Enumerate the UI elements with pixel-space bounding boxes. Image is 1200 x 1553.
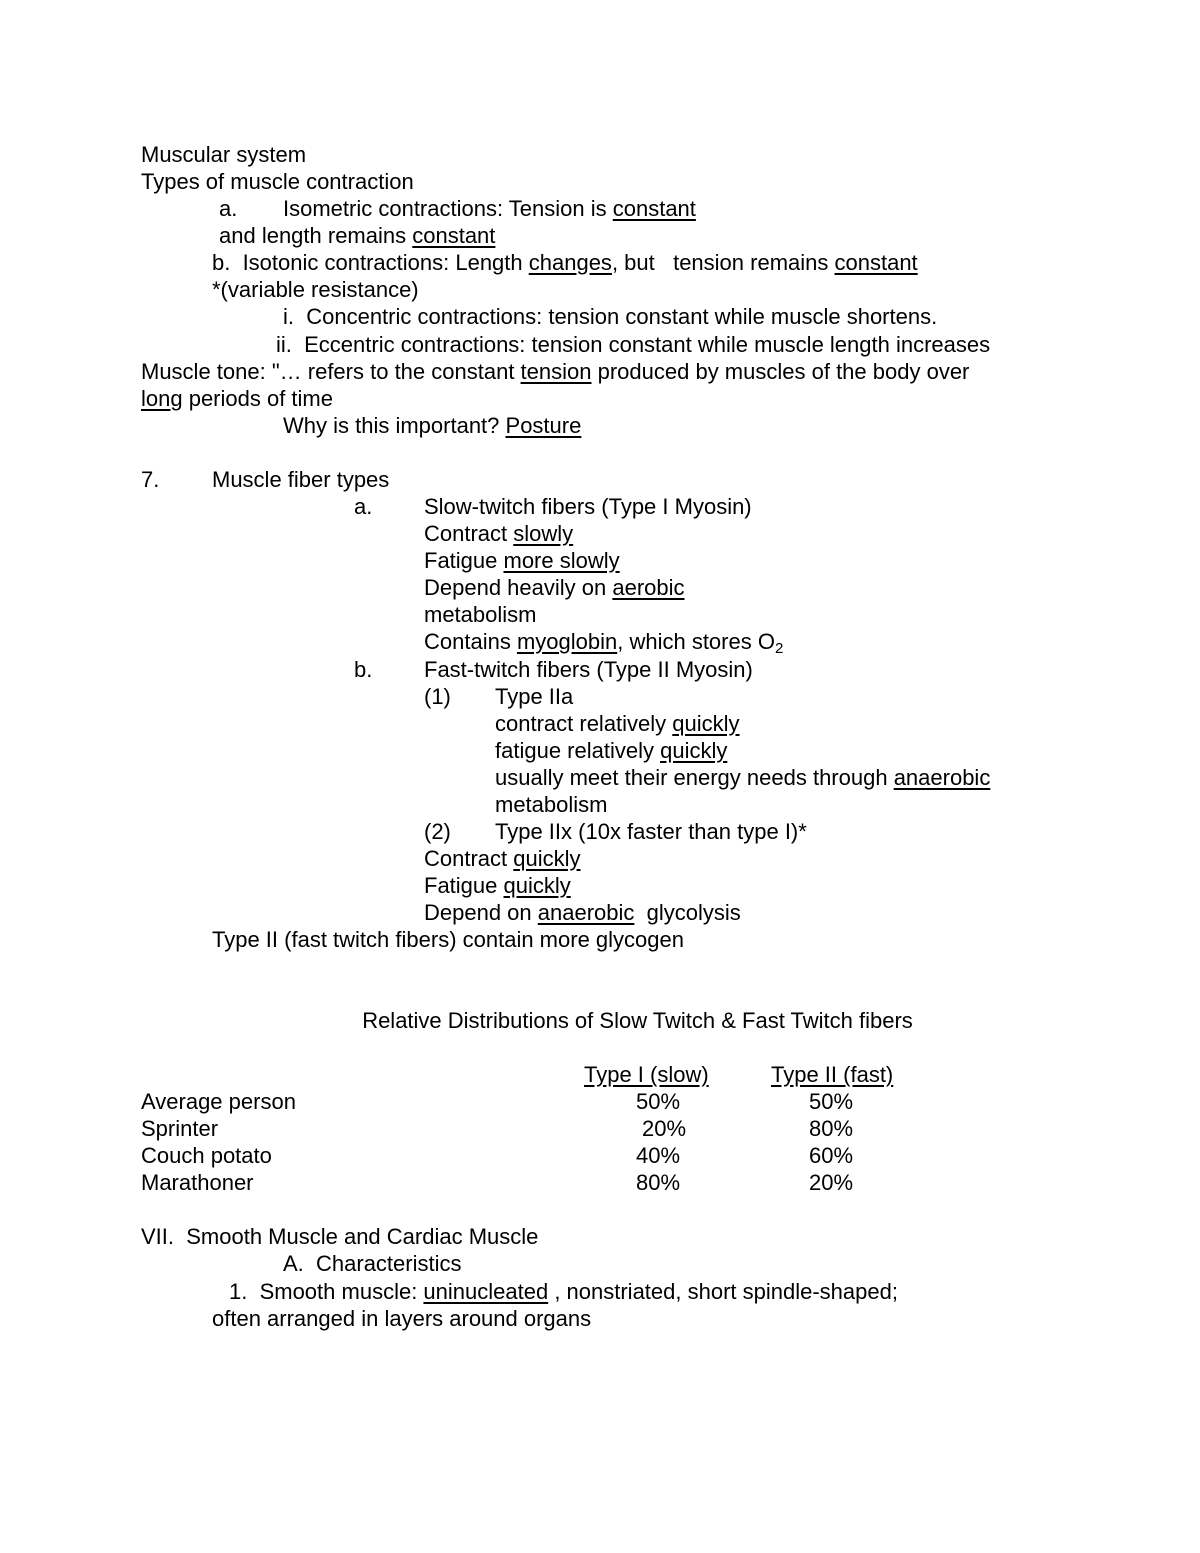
variable-resistance: *(variable resistance) [212,277,419,302]
fiber-heading: Muscle fiber types [212,467,390,492]
isometric-line: Isometric contractions: Tension is constant [283,196,696,221]
cell-slow: 80% [636,1170,681,1195]
underlined-term: long [141,386,183,411]
slow-depend: Depend heavily on aerobic [424,575,685,600]
underlined-term: uninucleated [423,1279,549,1304]
cell-fast: 60% [809,1143,854,1168]
row-label: Average person [141,1089,296,1114]
underlined-term: quickly [660,738,728,763]
fast-twitch-heading: Fast-twitch fibers (Type II Myosin) [424,657,753,682]
type-2x-marker: (2) [424,819,451,844]
underlined-term: constant [612,196,696,221]
cell-slow: 20% [642,1116,687,1141]
type-2x-depend: Depend on anaerobic glycolysis [424,900,741,925]
underlined-term: myoglobin [516,629,618,654]
underlined-term: more slowly [503,548,620,573]
underlined-term: tension [520,359,592,384]
type-2a-marker: (1) [424,684,451,709]
underlined-term: changes [528,250,612,275]
slow-twitch-marker: a. [354,494,373,519]
row-label: Couch potato [141,1143,272,1168]
type-2a-contract: contract relatively quickly [495,711,740,736]
isometric-marker: a. [219,196,238,221]
type-2a-heading: Type IIa [495,684,574,709]
cell-slow: 50% [636,1089,681,1114]
cell-fast: 50% [809,1089,854,1114]
underlined-term: quickly [672,711,740,736]
cell-fast: 80% [809,1116,854,1141]
row-label: Marathoner [141,1170,254,1195]
column-header-fast: Type II (fast) [771,1062,894,1087]
slow-twitch-heading: Slow-twitch fibers (Type I Myosin) [424,494,752,519]
type-2a-fatigue: fatigue relatively quickly [495,738,728,763]
contraction-heading: Types of muscle contraction [141,169,414,194]
muscle-tone-line: Muscle tone: "… refers to the constant tension produced by muscles of the body over [141,359,970,384]
row-label: Sprinter [141,1116,219,1141]
fast-twitch-marker: b. [354,657,373,682]
characteristics-heading: A. Characteristics [283,1251,462,1276]
underlined-term: anaerobic [893,765,991,790]
cell-slow: 40% [636,1143,681,1168]
slow-fatigue: Fatigue more slowly [424,548,620,573]
type-2x-contract: Contract quickly [424,846,581,871]
underlined-term: aerobic [612,575,685,600]
slow-contract: Contract slowly [424,521,574,546]
type-2x-heading: Type IIx (10x faster than type I)* [495,819,807,844]
isotonic-line: b. Isotonic contractions: Length changes, but tension remains constant [212,250,918,275]
table-title: Relative Distributions of Slow Twitch & Fast Twitch fibers [362,1008,913,1033]
smooth-muscle-line-2: often arranged in layers around organs [212,1306,592,1331]
cell-fast: 20% [809,1170,854,1195]
column-header-slow: Type I (slow) [584,1062,709,1087]
eccentric-line: ii. Eccentric contractions: tension constant while muscle length increases [276,332,991,357]
type-2x-fatigue: Fatigue quickly [424,873,571,898]
isometric-line-2: and length remains constant [219,223,496,248]
fiber-number: 7. [141,467,160,492]
underlined-term: quickly [513,846,581,871]
slow-myoglobin: Contains myoglobin, which stores $O_2$ [424,629,784,657]
document-title: Muscular system [141,142,307,167]
type-2a-metabolism: metabolism [495,792,608,817]
smooth-muscle-line: 1. Smooth muscle: uninucleated , nonstriated, short spindle-shaped; [229,1279,898,1304]
type-2a-energy: usually meet their energy needs through anaerobic [495,765,991,790]
underlined-term: constant [412,223,496,248]
underlined-term: slowly [513,521,574,546]
underlined-term: quickly [503,873,571,898]
smooth-cardiac-heading: VII. Smooth Muscle and Cardiac Muscle [141,1224,539,1249]
concentric-line: i. Concentric contractions: tension constant while muscle shortens. [283,304,938,329]
underlined-term: Posture [505,413,582,438]
why-important-line: Why is this important? Posture [283,413,582,438]
glycogen-note: Type II (fast twitch fibers) contain more glycogen [212,927,684,952]
underlined-term: anaerobic [537,900,635,925]
underlined-term: constant [834,250,918,275]
slow-metabolism: metabolism [424,602,537,627]
muscle-tone-line-2: long periods of time [141,386,333,411]
